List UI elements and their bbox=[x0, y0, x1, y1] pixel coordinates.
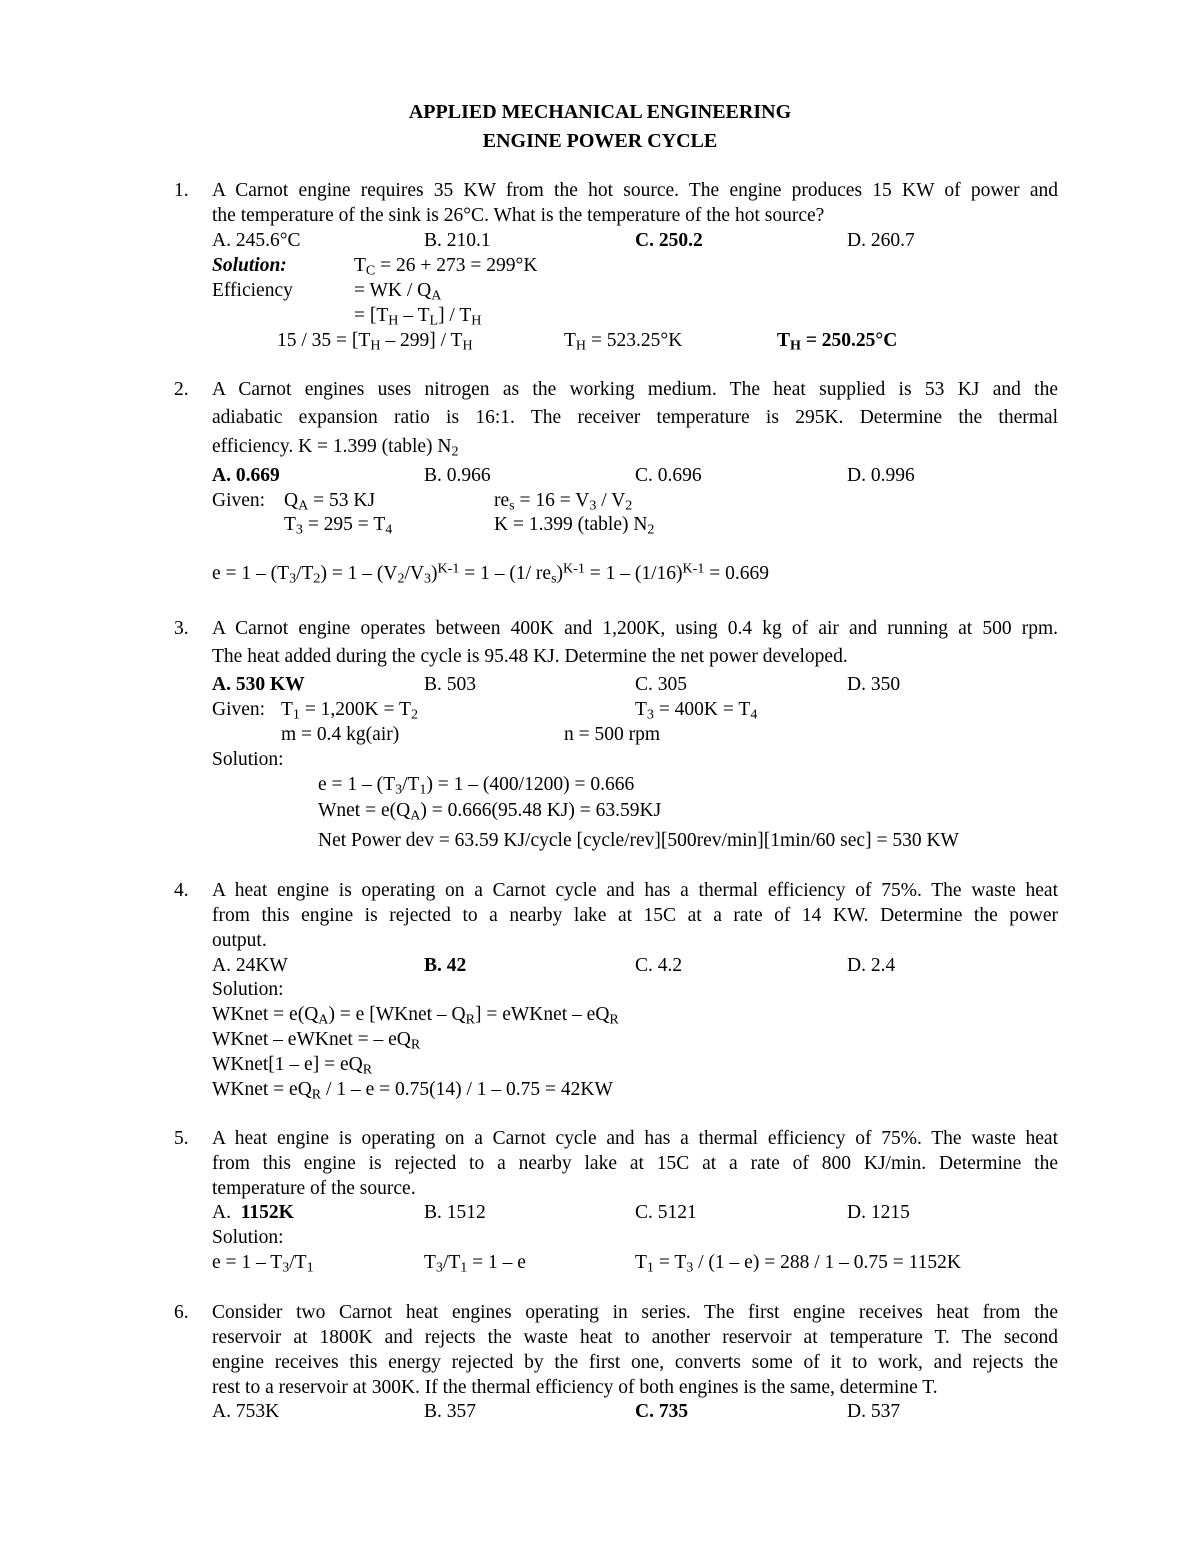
solution-line: $e = 1 - (T_3/T_1) = 1 - (400/1200) = 0.666$ bbox=[318, 774, 635, 798]
efficiency-label: Efficiency bbox=[212, 280, 293, 301]
problem-number: 5. bbox=[174, 1128, 189, 1149]
solution-line: Wnet = $e(Q_A) = 0.666(95.48$ KJ) = 63.59KJ bbox=[318, 800, 662, 824]
question-line: rest to a reservoir at 300K. If the thermal efficiency of both engines is the same, determine T. bbox=[212, 1377, 938, 1398]
question-line: from this engine is rejected to a nearby lake at 15C at a rate of 14 KW. Determine the power bbox=[212, 905, 1058, 926]
choice-b: B. 1512 bbox=[424, 1202, 486, 1223]
solution-line: $T_1 = T_3 / (1 - e) = 288 / 1 - 0.75 = 1152K$ bbox=[635, 1252, 961, 1276]
choice-d: D. 260.7 bbox=[847, 230, 915, 251]
given-value: $T_1 = 1,200K = T_2$ bbox=[281, 699, 418, 723]
solution-line: $T_3/T_1 = 1 - e$ bbox=[424, 1252, 526, 1276]
choice-b: B. 357 bbox=[424, 1401, 477, 1422]
choice-d: D. 1215 bbox=[847, 1202, 910, 1223]
choice-d: D. 0.996 bbox=[847, 465, 915, 486]
solution-label: Solution: bbox=[212, 1227, 284, 1248]
given-label: Given: bbox=[212, 490, 266, 511]
question-line: efficiency. K = 1.399 (table) $N_2$ bbox=[212, 436, 459, 460]
solution-label: Solution: bbox=[212, 749, 284, 770]
choice-a-answer: A. 530 KW bbox=[212, 674, 305, 695]
given-value: K = 1.399 (table) $N_2$ bbox=[494, 514, 655, 538]
question-line: temperature of the source. bbox=[212, 1178, 416, 1199]
given-value: $re_s = 16 = V_3 / V_2$ bbox=[494, 490, 633, 514]
given-value: n = 500 rpm bbox=[564, 724, 661, 745]
choice-a: A. 245.6°C bbox=[212, 230, 301, 251]
question-line: Consider two Carnot heat engines operating in series. The first engine receives heat from the bbox=[212, 1302, 1058, 1323]
solution-line: $e = 1 - T_3/T_1$ bbox=[212, 1252, 314, 1276]
question-line: reservoir at 1800K and rejects the waste heat to another reservoir at temperature T. The second bbox=[212, 1327, 1058, 1348]
solution-label: Solution: bbox=[212, 255, 287, 276]
solution-line: WKnet – eWKnet = – $eQ_R$ bbox=[212, 1029, 421, 1053]
choice-c: C. 0.696 bbox=[635, 465, 702, 486]
question-line: the temperature of the sink is 26°C. What is the temperature of the hot source? bbox=[212, 205, 825, 226]
choice-c-answer: C. 735 bbox=[635, 1401, 689, 1422]
problem-number: 1. bbox=[174, 180, 189, 201]
solution-line: = $[T_H - T_L] / T_H$ bbox=[354, 305, 482, 329]
solution-line: WKnet[1 – $e] = eQ_R$ bbox=[212, 1054, 373, 1078]
given-value: $T_3 = 400K = T_4$ bbox=[635, 699, 758, 723]
question-line: output. bbox=[212, 930, 267, 951]
question-line: A heat engine is operating on a Carnot cycle and has a thermal efficiency of 75%. The waste heat bbox=[212, 1128, 1058, 1149]
solution-line: $T_C = 26 + 273 = 299^\circ K$ bbox=[354, 255, 538, 279]
solution-line: $e = 1 - (T_3/T_2) = 1 - (V_2/V_3)^{K-1} = 1 - (1/$ $re_s)^{K-1} = 1 - (1/16)^{K-1} = 0.669$ bbox=[212, 560, 769, 587]
choice-c: C. 5121 bbox=[635, 1202, 697, 1223]
solution-line: WKnet = $e(Q_A) = e$ [WKnet – $Q_R$] = eWKnet – $eQ_R$ bbox=[212, 1004, 619, 1028]
solution-line: = WK / $Q_A$ bbox=[354, 280, 442, 304]
choice-b: B. 503 bbox=[424, 674, 477, 695]
choice-a-answer: A. 1152K bbox=[212, 1202, 294, 1223]
choice-c: C. 4.2 bbox=[635, 955, 683, 976]
question-line: A Carnot engine requires 35 KW from the hot source. The engine produces 15 KW of power and bbox=[212, 180, 1058, 201]
given-value: $T_3 = 295 = T_4$ bbox=[284, 514, 393, 538]
choice-d: D. 537 bbox=[847, 1401, 901, 1422]
solution-line: $T_H = 523.25^\circ K$ bbox=[564, 330, 683, 354]
question-line: The heat added during the cycle is 95.48 KJ. Determine the net power developed. bbox=[212, 646, 848, 667]
question-line: A heat engine is operating on a Carnot cycle and has a thermal efficiency of 75%. The waste heat bbox=[212, 880, 1058, 901]
given-value: $Q_A = 53$ KJ bbox=[284, 490, 376, 514]
given-label: Given: bbox=[212, 699, 266, 720]
choice-c-answer: C. 250.2 bbox=[635, 230, 703, 251]
problem-number: 6. bbox=[174, 1302, 189, 1323]
choice-a-answer: A. 0.669 bbox=[212, 465, 280, 486]
choice-b: B. 210.1 bbox=[424, 230, 491, 251]
solution-label: Solution: bbox=[212, 979, 284, 1000]
choice-c: C. 305 bbox=[635, 674, 688, 695]
choice-b: B. 0.966 bbox=[424, 465, 491, 486]
question-line: from this engine is rejected to a nearby lake at 15C at a rate of 800 KJ/min. Determine the bbox=[212, 1153, 1058, 1174]
question-line: A Carnot engines uses nitrogen as the working medium. The heat supplied is 53 KJ and the bbox=[212, 379, 1058, 400]
document-subtitle: ENGINE POWER CYCLE bbox=[482, 130, 718, 152]
choice-a: A. 753K bbox=[212, 1401, 280, 1422]
choice-d: D. 2.4 bbox=[847, 955, 896, 976]
problem-number: 3. bbox=[174, 618, 189, 639]
solution-line: Net Power dev = 63.59 KJ/cycle [cycle/rev][500rev/min][1min/60 sec] = 530 KW bbox=[318, 830, 959, 851]
given-value: m = 0.4 kg(air) bbox=[281, 724, 400, 745]
question-line: A Carnot engine operates between 400K and 1,200K, using 0.4 kg of air and running at 500 rpm. bbox=[212, 618, 1058, 639]
choice-a: A. 24KW bbox=[212, 955, 288, 976]
choice-d: D. 350 bbox=[847, 674, 901, 695]
final-answer: $T_H = 250.25^\circ C$ bbox=[777, 330, 898, 354]
problem-number: 2. bbox=[174, 379, 189, 400]
question-line: engine receives this energy rejected by the first one, converts some of it to work, and rejects the bbox=[212, 1352, 1058, 1373]
problem-number: 4. bbox=[174, 880, 189, 901]
question-line: adiabatic expansion ratio is 16:1. The receiver temperature is 295K. Determine the thermal bbox=[212, 407, 1058, 428]
solution-line: $15 / 35 = [T_H - 299] / T_H$ bbox=[277, 330, 473, 354]
document-title: APPLIED MECHANICAL ENGINEERING bbox=[408, 101, 792, 123]
solution-line: WKnet = $eQ_R / 1 - e = 0.75(14) / 1 - 0.75 = 42KW$ bbox=[212, 1079, 613, 1103]
choice-b-answer: B. 42 bbox=[424, 955, 467, 976]
